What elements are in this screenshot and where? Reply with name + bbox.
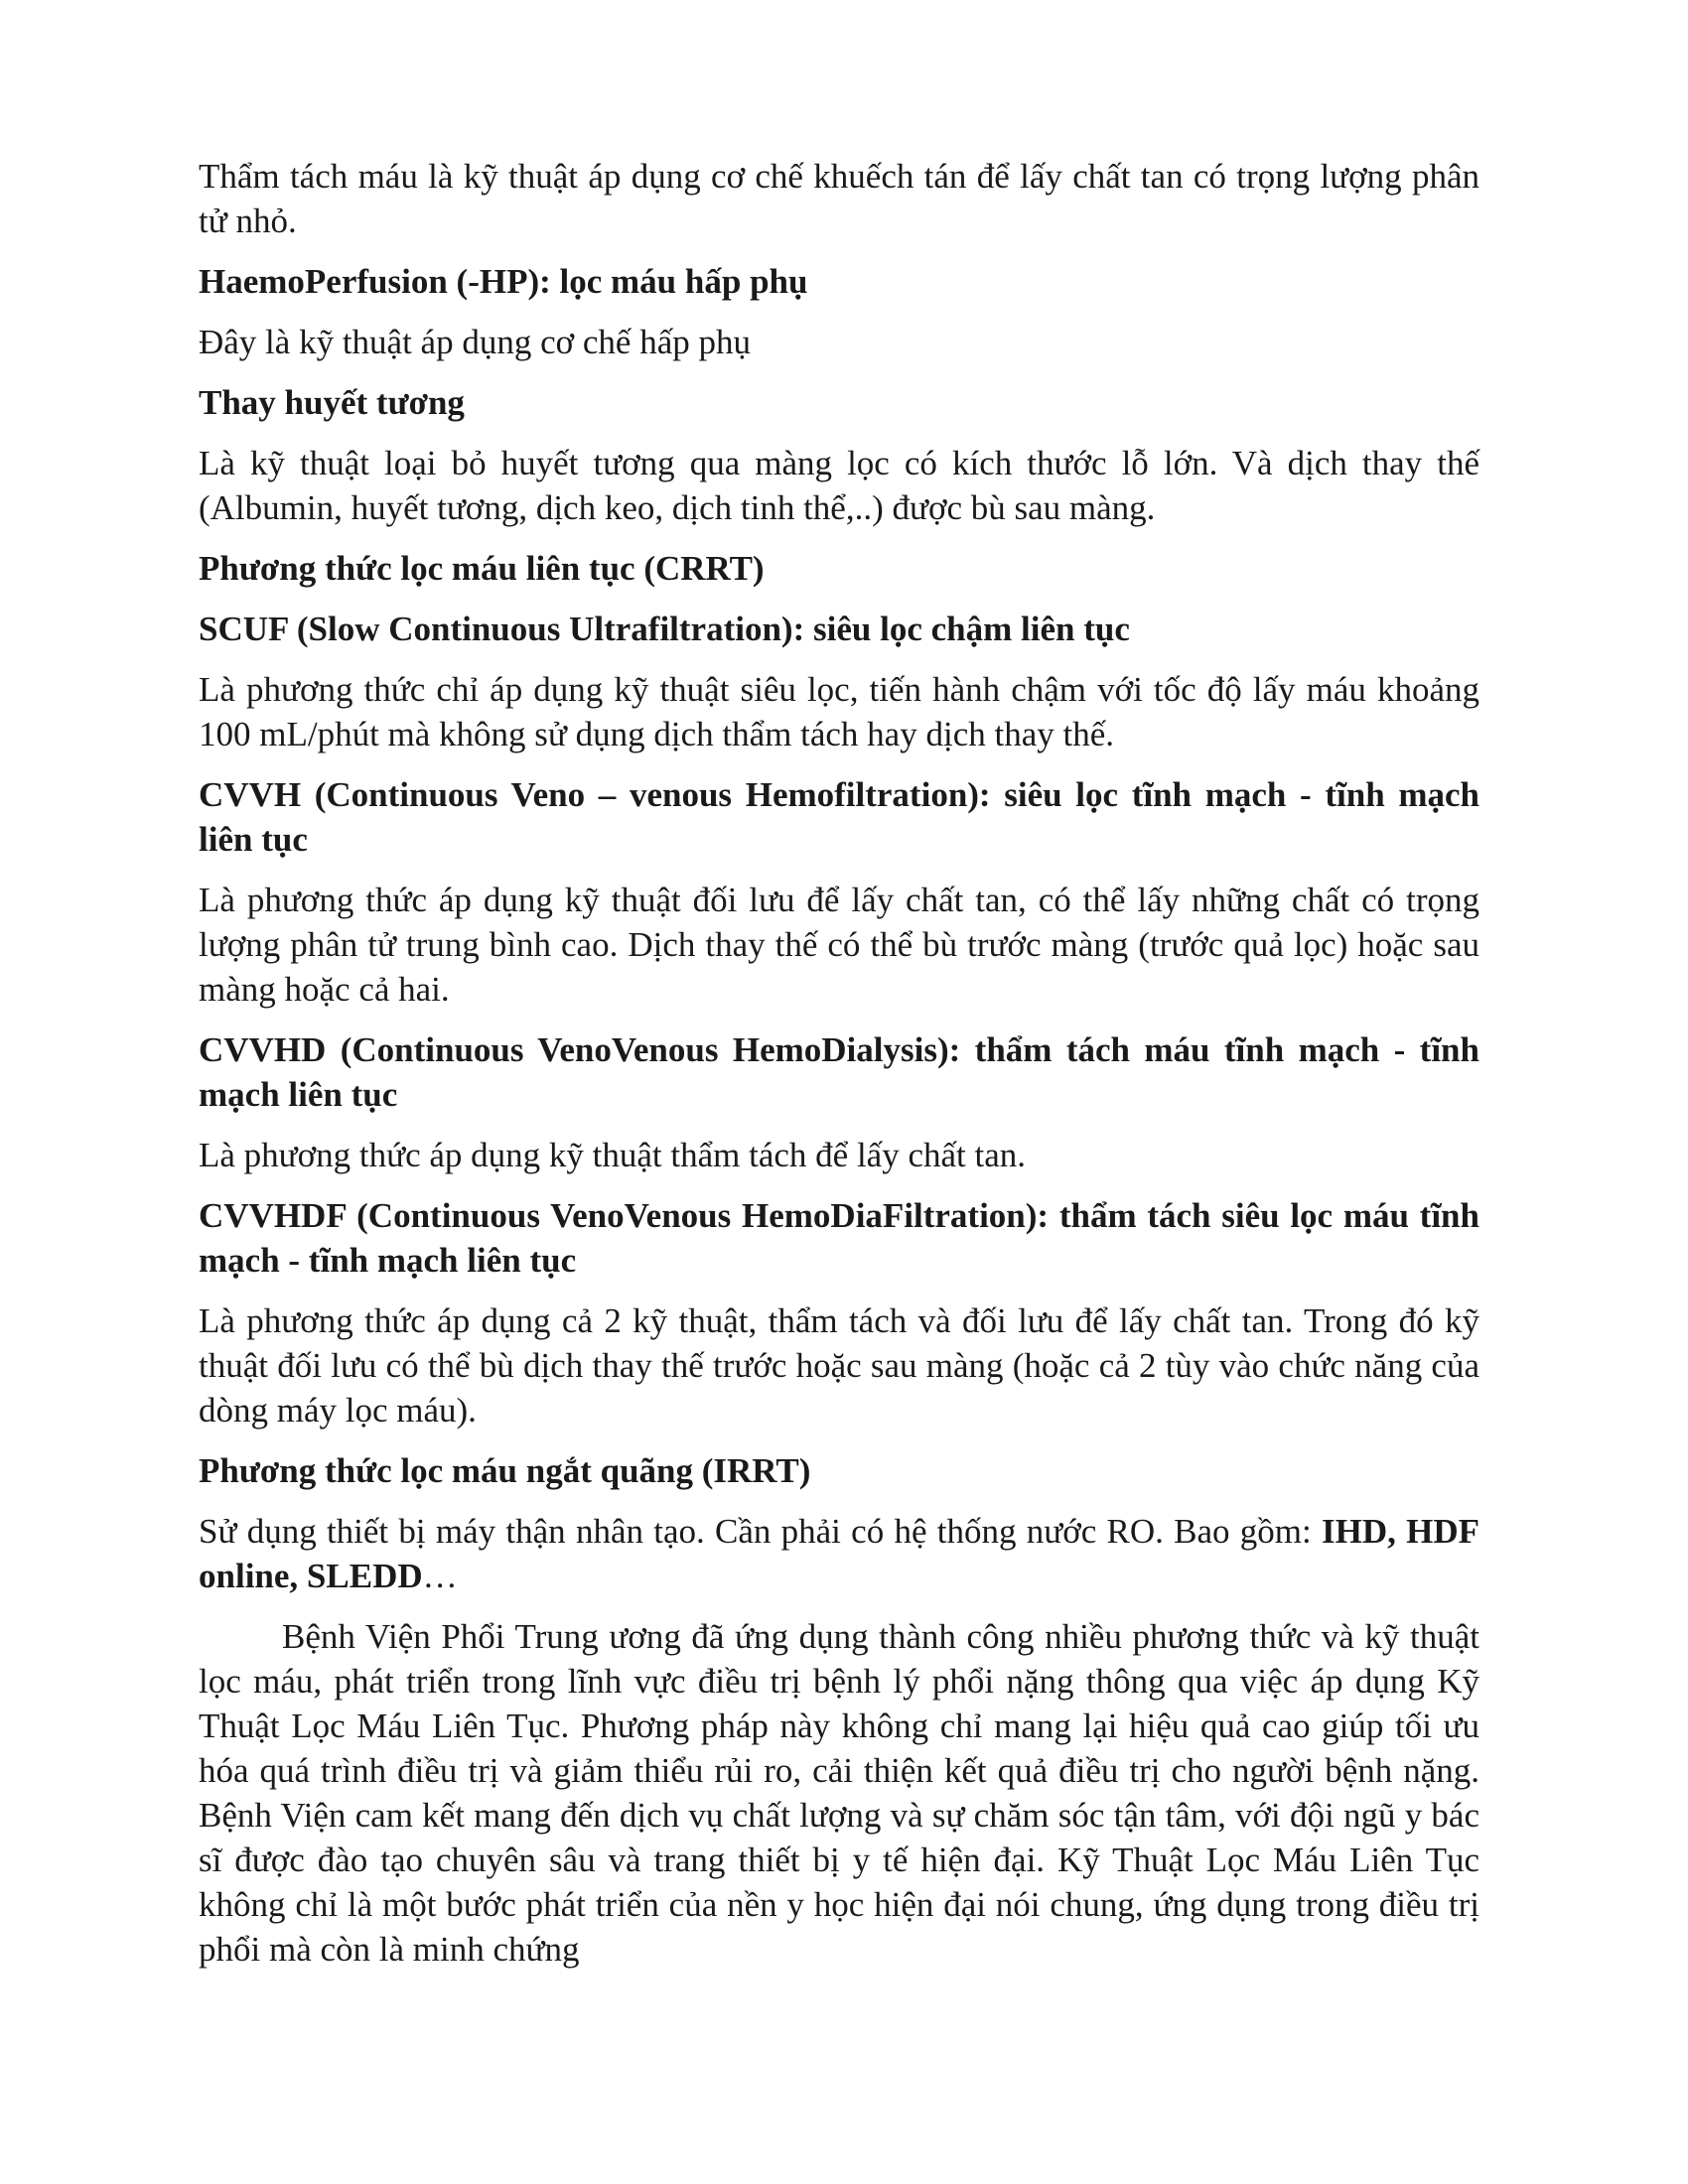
paragraph-scuf: Là phương thức chỉ áp dụng kỹ thuật siêu lọc, tiến hành chậm với tốc độ lấy máu khoảng 100 mL/phút mà không sử dụng dịch thẩm tách hay dịch thay thế. — [199, 670, 1479, 753]
irrt-ellipsis: … — [422, 1557, 458, 1595]
paragraph-cvvhdf: Là phương thức áp dụng cả 2 kỹ thuật, thẩm tách và đối lưu để lấy chất tan. Trong đó kỹ thuật đối lưu có thể bù dịch thay thế trước hoặc sau màng (hoặc cả 2 tùy vào chức năng của dòng máy lọc máu). — [199, 1301, 1479, 1430]
heading-cvvhd: CVVHD (Continuous VenoVenous HemoDialysis): thẩm tách máu tĩnh mạch - tĩnh mạch liên tục — [199, 1030, 1479, 1114]
heading-cvvh: CVVH (Continuous Veno – venous Hemofiltration): siêu lọc tĩnh mạch - tĩnh mạch liên tục — [199, 775, 1479, 859]
irrt-text: Sử dụng thiết bị máy thận nhân tạo. Cần phải có hệ thống nước RO. Bao gồm: — [199, 1512, 1322, 1551]
paragraph-haemoperfusion: Đây là kỹ thuật áp dụng cơ chế hấp phụ — [199, 323, 751, 361]
heading-scuf: SCUF (Slow Continuous Ultrafiltration): siêu lọc chậm liên tục — [199, 610, 1130, 648]
heading-plasma-exchange: Thay huyết tương — [199, 383, 465, 422]
irrt-bold-list: IHD, HDF online, SLEDD — [199, 1512, 1479, 1595]
paragraph-dialysis-intro: Thẩm tách máu là kỹ thuật áp dụng cơ chế khuếch tán để lấy chất tan có trọng lượng phân tử nhỏ. — [199, 157, 1479, 240]
heading-haemoperfusion: HaemoPerfusion (-HP): lọc máu hấp phụ — [199, 262, 808, 301]
document-page — [199, 154, 1479, 1987]
heading-irrt: Phương thức lọc máu ngắt quãng (IRRT) — [199, 1451, 811, 1490]
heading-crrt: Phương thức lọc máu liên tục (CRRT) — [199, 549, 765, 588]
paragraph-plasma-exchange: Là kỹ thuật loại bỏ huyết tương qua màng lọc có kích thước lỗ lớn. Và dịch thay thế (Albumin, huyết tương, dịch keo, dịch tinh thể,..) được bù sau màng. — [199, 444, 1479, 527]
heading-cvvhdf: CVVHDF (Continuous VenoVenous HemoDiaFiltration): thẩm tách siêu lọc máu tĩnh mạch - tĩnh mạch liên tục — [199, 1196, 1479, 1280]
paragraph-irrt — [199, 1509, 1479, 1598]
paragraph-cvvh: Là phương thức áp dụng kỹ thuật đối lưu để lấy chất tan, có thể lấy những chất có trọng lượng phân tử trung bình cao. Dịch thay thế có thể bù trước màng (trước quả lọc) hoặc sau màng hoặc cả hai. — [199, 881, 1479, 1009]
paragraph-cvvhd: Là phương thức áp dụng kỹ thuật thẩm tách để lấy chất tan. — [199, 1136, 1027, 1174]
paragraph-hospital-summary: Bệnh Viện Phổi Trung ương đã ứng dụng thành công nhiều phương thức và kỹ thuật lọc máu, phát triển trong lĩnh vực điều trị bệnh lý phổi nặng thông qua việc áp dụng Kỹ Thuật Lọc Máu Liên Tục. Phương pháp này không chỉ mang lại hiệu quả cao giúp tối ưu hóa quá trình điều trị và giảm thiểu rủi ro, cải thiện kết quả điều trị cho người bệnh nặng. Bệnh Viện cam kết mang đến dịch vụ chất lượng và sự chăm sóc tận tâm, với đội ngũ y bác sĩ được đào tạo chuyên sâu và trang thiết bị y tế hiện đại. Kỹ Thuật Lọc Máu Liên Tục không chỉ là một bước phát triển của nền y học hiện đại nói chung, ứng dụng trong điều trị phổi mà còn là minh chứng — [199, 1617, 1479, 1969]
